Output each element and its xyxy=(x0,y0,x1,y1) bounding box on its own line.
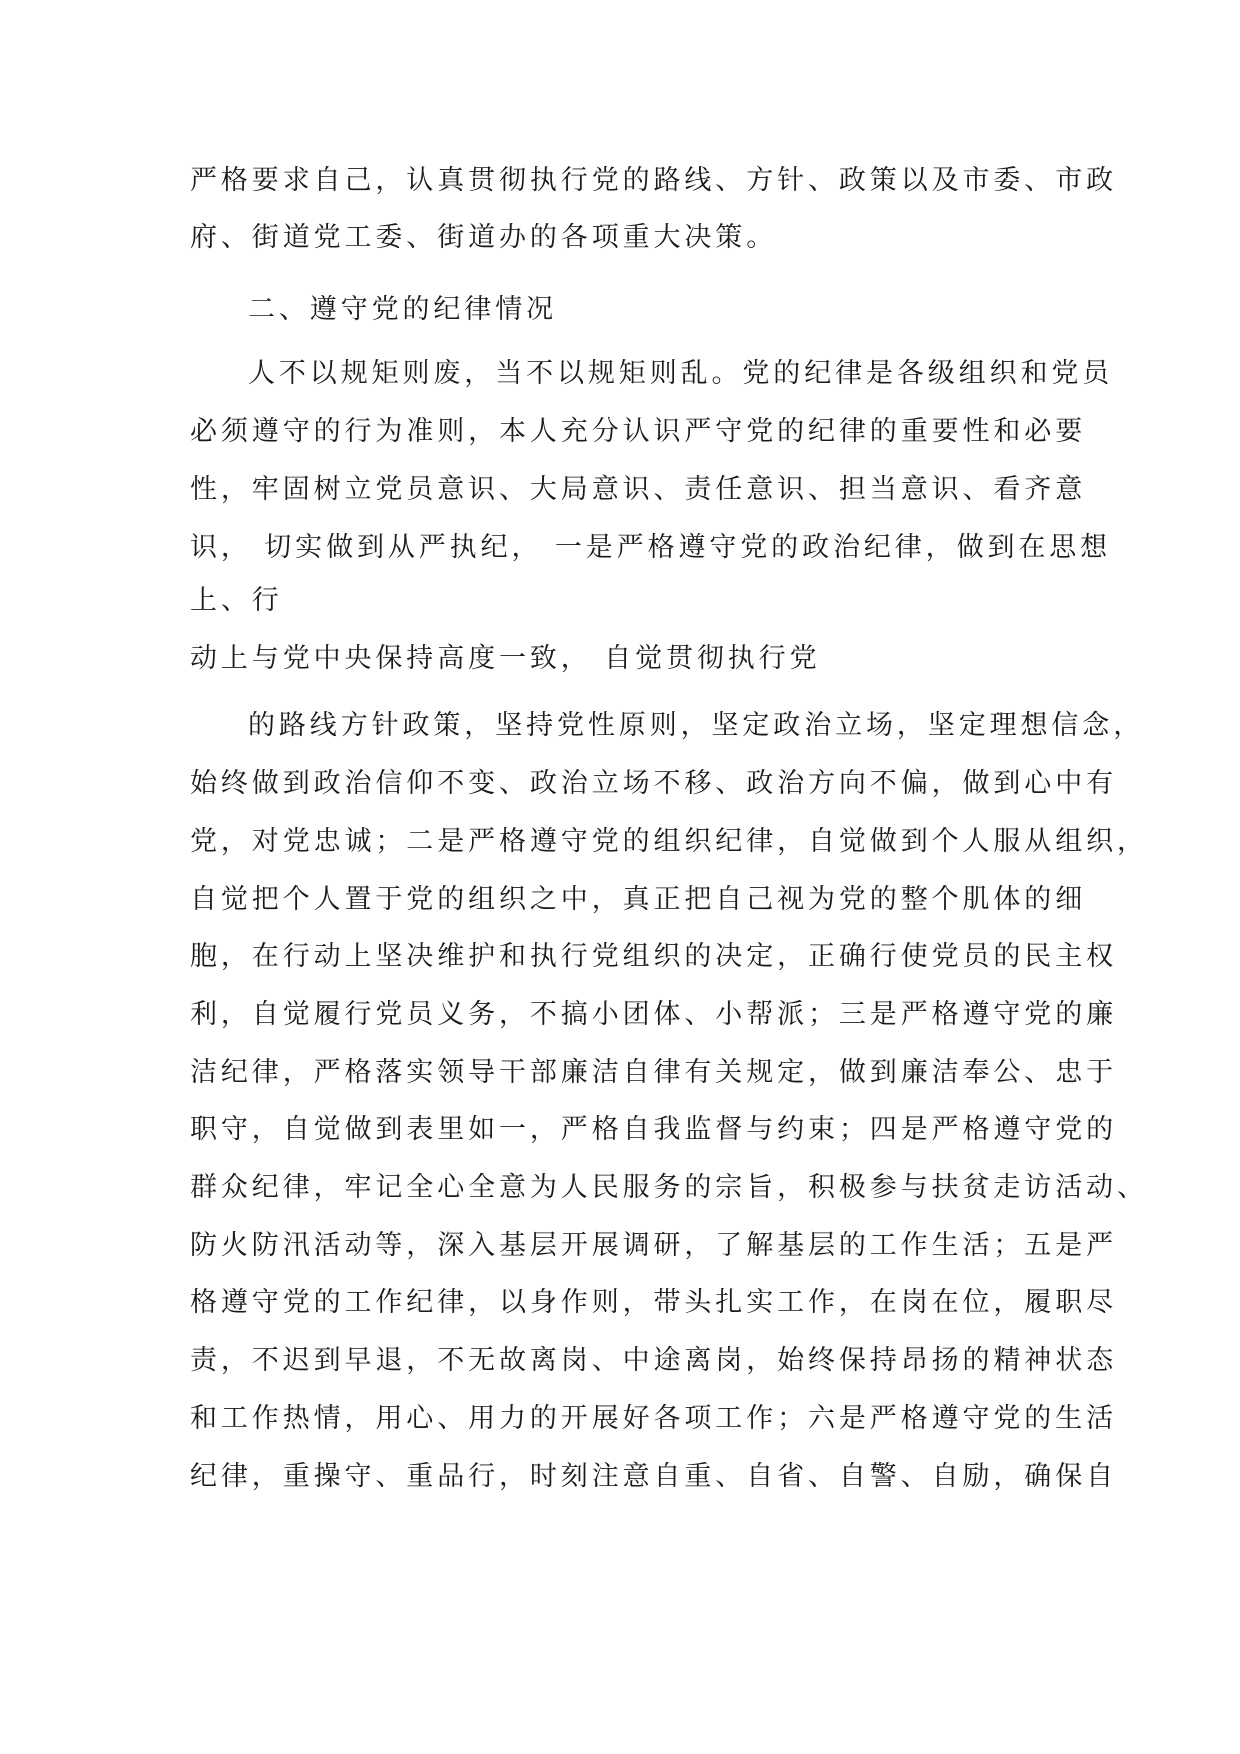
text-line: 防火防汛活动等，深入基层开展调研，了解基层的工作生活；五是严 xyxy=(190,1230,1117,1261)
text-line: 的路线方针政策，坚持党性原则，坚定政治立场，坚定理想信念， xyxy=(248,710,1145,741)
text-line: 性，牢固树立党员意识、大局意识、责任意识、担当意识、看齐意 xyxy=(190,474,1087,505)
text-line: 人不以规矩则废，当不以规矩则乱。党的纪律是各级组织和党员 xyxy=(248,358,1114,389)
text-line: 识， 切实做到从严执纪， 一是严格遵守党的政治纪律，做到在思想 xyxy=(190,532,1112,563)
text-line: 自觉把个人置于党的组织之中，真正把自己视为党的整个肌体的细 xyxy=(190,884,1087,915)
text-line: 严格要求自己，认真贯彻执行党的路线、方针、政策以及市委、市政 xyxy=(190,165,1117,196)
text-line: 动上与党中央保持高度一致， 自觉贯彻执行党 xyxy=(190,643,821,674)
text-line: 职守，自觉做到表里如一，严格自我监督与约束；四是严格遵守党的 xyxy=(190,1114,1117,1145)
text-line: 党，对党忠诚；二是严格遵守党的组织纪律，自觉做到个人服从组织， xyxy=(190,826,1148,857)
text-line: 洁纪律，严格落实领导干部廉洁自律有关规定，做到廉洁奉公、忠于 xyxy=(190,1057,1117,1088)
text-line: 责，不迟到早退，不无故离岗、中途离岗，始终保持昂扬的精神状态 xyxy=(190,1345,1117,1376)
text-line: 上、行 xyxy=(190,585,283,616)
text-line: 必须遵守的行为准则，本人充分认识严守党的纪律的重要性和必要 xyxy=(190,416,1087,447)
text-line: 纪律，重操守、重品行，时刻注意自重、自省、自警、自励，确保自 xyxy=(190,1461,1117,1492)
section-heading: 二、遵守党的纪律情况 xyxy=(248,294,557,325)
text-line: 始终做到政治信仰不变、政治立场不移、政治方向不偏，做到心中有 xyxy=(190,768,1117,799)
text-line: 和工作热情，用心、用力的开展好各项工作；六是严格遵守党的生活 xyxy=(190,1403,1117,1434)
text-line: 格遵守党的工作纪律，以身作则，带头扎实工作，在岗在位，履职尽 xyxy=(190,1287,1117,1318)
text-line: 利，自觉履行党员义务，不搞小团体、小帮派；三是严格遵守党的廉 xyxy=(190,999,1117,1030)
text-line: 府、街道党工委、街道办的各项重大决策。 xyxy=(190,222,778,253)
text-line: 胞，在行动上坚决维护和执行党组织的决定，正确行使党员的民主权 xyxy=(190,941,1117,972)
text-line: 群众纪律，牢记全心全意为人民服务的宗旨，积极参与扶贫走访活动、 xyxy=(190,1172,1148,1203)
